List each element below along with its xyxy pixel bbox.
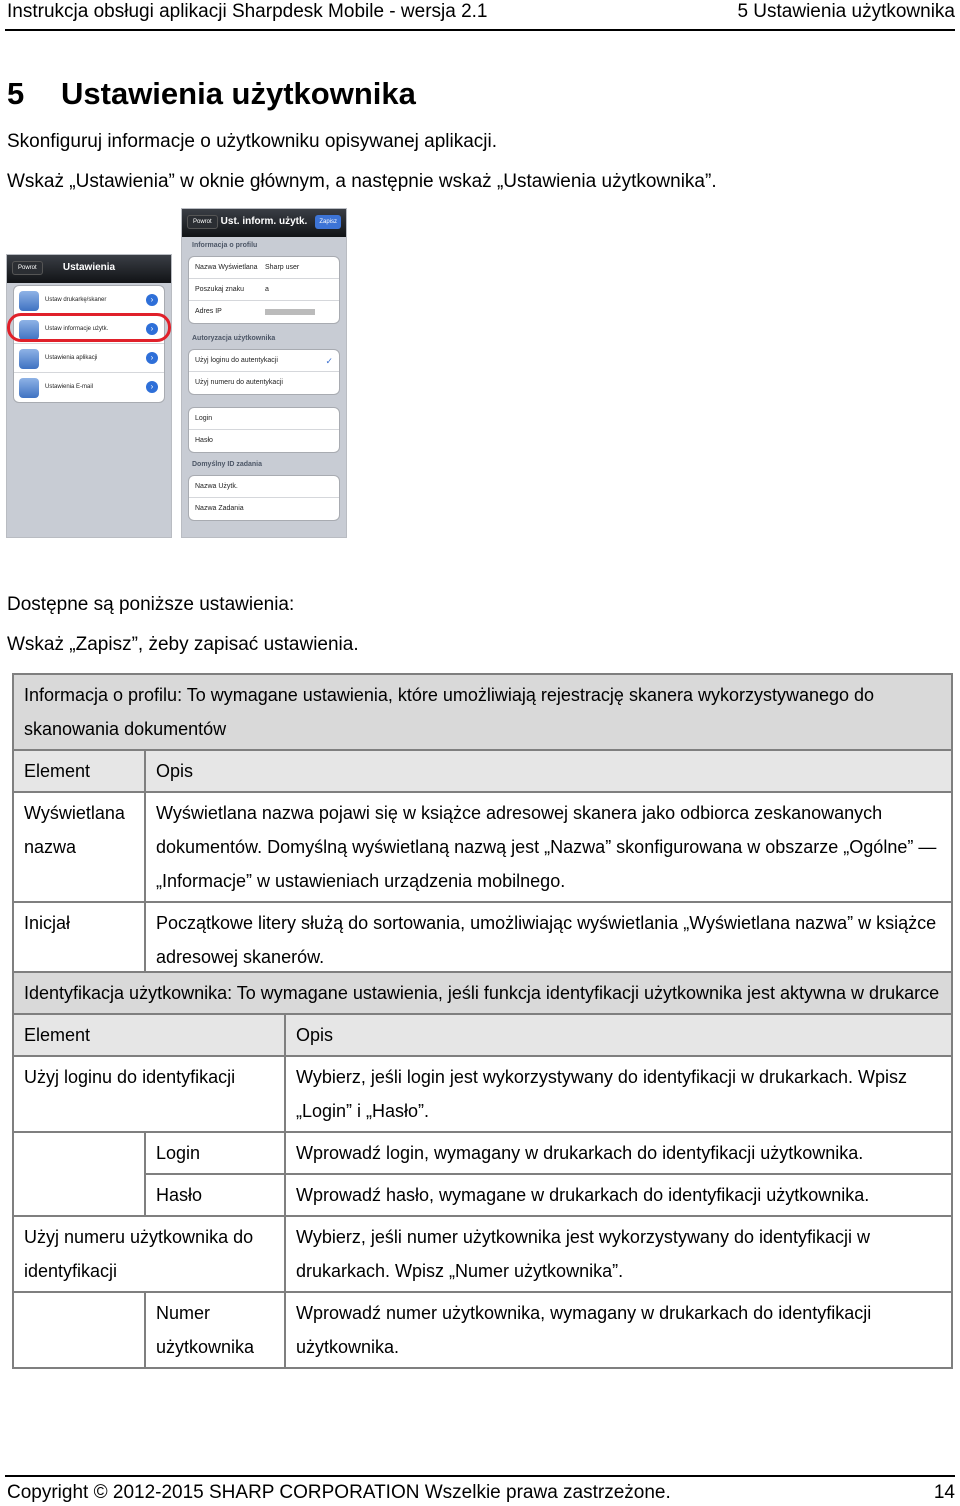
intro-line-2: Wskaż „Ustawienia” w oknie głównym, a następnie wskaż „Ustawienia użytkownika”. [7,171,717,192]
profile-info-table [12,673,953,979]
search-char-row[interactable] [189,279,339,301]
indent-cell [13,1132,145,1216]
element-login: Login [145,1132,285,1174]
table-row [13,792,952,902]
row-label: Użyj numeru do autentykacji [195,379,283,386]
save-hint-text: Wskaż „Zapisz”, żeby zapisać ustawienia. [7,634,359,655]
section-number: 5 [7,76,25,111]
login-row[interactable] [189,408,339,430]
settings-menu [13,285,165,403]
section-heading [7,74,416,114]
user-settings-screenshot [181,208,347,538]
highlight-circle [7,313,171,342]
desc-use-login: Wybierz, jeśli login jest wykorzystywany do identyfikacji w drukarkach. Wpisz „Login” i „Hasło”. [285,1056,952,1132]
section-job-id: Domyślny ID zadania [192,461,263,468]
table-row [13,902,952,978]
element-use-number: Użyj numeru użytkownika do identyfikacji [13,1216,285,1292]
section-auth: Autoryzacja użytkownika [192,335,276,342]
checkmark-icon: ✓ [325,356,333,366]
save-button[interactable]: Zapisz [315,215,341,229]
row-label: Poszukaj znaku [195,286,245,293]
job-group [188,475,340,521]
desc-display-name: Wyświetlana nazwa pojawi się w książce adresowej skanera jako odbiorca zeskanowanych dokumentów. Domyślną wyświetlaną nazwą jest „Nazwa” skonfigurowana w obszarze „Ogólne” ― „Informacje” w ustawieniach urządzenia mobilnego. [145,792,952,902]
table-row [13,1292,952,1368]
row-label: Nazwa Wyświetlana [195,264,258,271]
menu-item-printer[interactable] [14,286,164,315]
row-label: Nazwa Użytk. [195,483,238,490]
page-number: 14 [933,1482,955,1503]
footer-divider [5,1475,955,1477]
chevron-right-icon: › [146,352,158,364]
menu-item-label: Ustaw informacje użytk. [45,326,109,332]
table-row [13,1056,952,1132]
header-doc-title: Instrukcja obsługi aplikacji Sharpdesk Mobile - wersja 2.1 [7,1,488,22]
table2-col-element: Element [13,1014,285,1056]
app-gear-icon [19,349,39,369]
display-name-row[interactable] [189,257,339,279]
ip-address-row [189,301,339,323]
table-row [13,1216,952,1292]
table1-section-title: Informacja o profilu: To wymagane ustawienia, które umożliwiają rejestrację skanera wykorzystywanego do skanowania dokumentów [13,674,952,750]
blurred-ip-value [265,309,315,315]
menu-item-app-settings[interactable] [14,344,164,373]
login-group [188,407,340,453]
intro-line-1: Skonfiguruj informacje o użytkowniku opisywanej aplikacji. [7,131,498,152]
chevron-right-icon: › [146,381,158,393]
row-value: a [265,286,269,293]
table1-col-element: Element [13,750,145,792]
indent-cell [13,1292,145,1368]
auth-group [188,349,340,395]
header-divider [5,29,955,31]
copyright-text: Copyright © 2012-2015 SHARP CORPORATION Wszelkie prawa zastrzeżone. [7,1482,671,1503]
user-auth-table [12,971,953,1369]
element-number: Numer użytkownika [145,1292,285,1368]
table1-col-desc: Opis [145,750,952,792]
table-row [13,1174,952,1216]
screen-title: Ust. inform. użytk. [220,216,308,227]
menu-item-label: Ustawienia aplikacji [45,355,98,361]
row-label: Hasło [195,437,213,444]
row-label: Nazwa Zadania [195,505,244,512]
use-login-row[interactable] [189,350,339,372]
table2-col-desc: Opis [285,1014,952,1056]
element-password: Hasło [145,1174,285,1216]
chevron-right-icon: › [146,323,158,335]
row-value: Sharp user [265,264,300,271]
desc-login: Wprowadź login, wymagany w drukarkach do identyfikacji użytkownika. [285,1132,952,1174]
page-footer [7,1481,955,1505]
page-header [7,0,955,30]
desc-initial: Początkowe litery służą do sortowania, umożliwiając wyświetlania „Wyświetlana nazwa” w książce adresowej skanerów. [145,902,952,978]
menu-item-label: Ustawienia E-mail [45,384,94,390]
back-button[interactable]: Powrot [12,261,43,275]
password-row[interactable] [189,430,339,452]
menu-item-email[interactable] [14,373,164,402]
desc-password: Wprowadź hasło, wymagane w drukarkach do identyfikacji użytkownika. [285,1174,952,1216]
row-label: Adres IP [195,308,222,315]
element-display-name: Wyświetlana nazwa [13,792,145,902]
chevron-right-icon: › [146,294,158,306]
section-profile: Informacja o profilu [192,242,258,249]
desc-number: Wprowadź numer użytkownika, wymagany w drukarkach do identyfikacji użytkownika. [285,1292,952,1368]
use-number-row[interactable] [189,372,339,394]
available-settings-text: Dostępne są poniższe ustawienia: [7,594,295,615]
row-label: Użyj loginu do autentykacji [195,357,278,364]
email-gear-icon [19,378,39,398]
menu-item-label: Ustaw drukarkę/skaner [45,297,107,303]
back-button[interactable]: Powrot [187,215,218,229]
table-row [13,1132,952,1174]
settings-screenshot [6,254,172,538]
table2-section-title: Identyfikacja użytkownika: To wymagane ustawienia, jeśli funkcja identyfikacji użytkownika jest aktywna w drukarce [13,972,952,1014]
job-name-row[interactable] [189,498,339,520]
header-chapter: 5 Ustawienia użytkownika [737,1,955,22]
desc-use-number: Wybierz, jeśli numer użytkownika jest wykorzystywany do identyfikacji w drukarkach. Wpisz „Numer użytkownika”. [285,1216,952,1292]
user-name-row[interactable] [189,476,339,498]
section-title: Ustawienia użytkownika [61,76,416,111]
element-use-login: Użyj loginu do identyfikacji [13,1056,285,1132]
printer-gear-icon [19,291,39,311]
profile-group [188,256,340,324]
element-initial: Inicjał [13,902,145,978]
screen-title: Ustawienia [62,262,116,273]
row-label: Login [195,415,213,422]
